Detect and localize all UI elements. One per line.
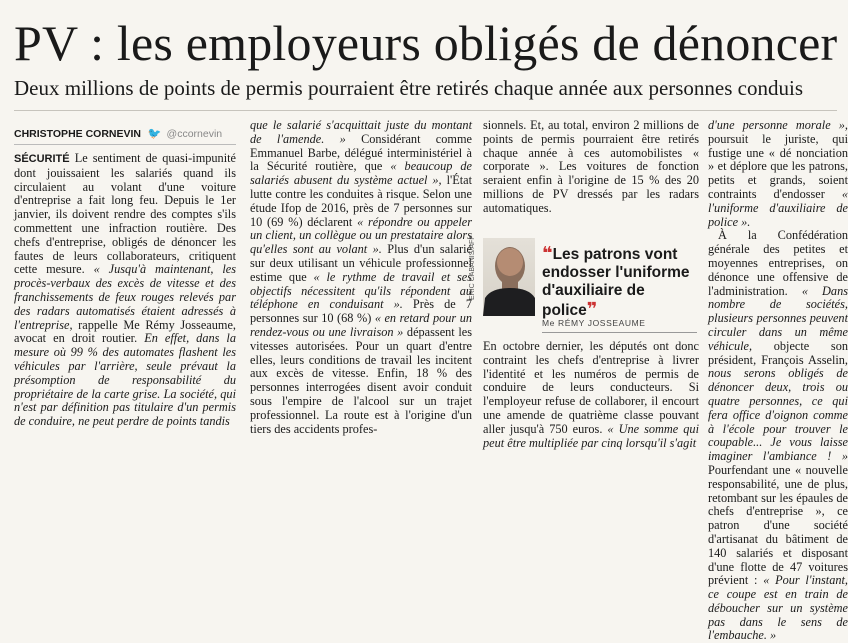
portrait-image <box>483 238 535 316</box>
pull-quote-author: Me RÉMY JOSSEAUME <box>542 318 646 328</box>
pull-quote-text: Les patrons vont endosser l'uniforme d'auxiliaire de police <box>542 246 690 319</box>
photo-credit: ERIC CABANIS/AFP <box>469 235 476 300</box>
portrait-photo <box>483 238 535 316</box>
article-column-1: SÉCURITÉ Le sentiment de quasi-impunité dont jouissaient les salariés quand ils circulaient au volant d'une voiture d'entreprise a fait long feu. Depuis le 1er janvier, ils doivent rendre des comptes s'ils commettent une infraction routière. Des chefs d'entreprise, obligés de dénoncer les fautes de leurs collaborateurs, critiquent cette mesure. « Jusqu'à maintenant, les procès-verbaux des excès de vitesse et des franchissements de feux rouges relevés par des radars automatisés étaient adressés à l'entreprise, rappelle Me Rémy Josseaume, avocat en droit routier. En effet, dans la mesure où 99 % des automates flashent les véhicules par l'arrière, seule prévaut la présomption de responsabilité du propriétaire de la carte grise. La société, qui n'est par définition pas titulaire d'un permis de conduire, ne peut perdre de points tandis <box>14 151 236 429</box>
subheadline: Deux millions de points de permis pourraient être retirés chaque année aux personnes conduis <box>14 76 804 100</box>
article-column-4: d'une personne morale », poursuit le juriste, qui fustige une « dé nonciation » et déplore que les patrons, petits et grands, soient contraints d'endosser « l'uniforme d'auxiliaire de police ». À la Confédération générale des petites et moyennes entreprises, on dénonce une offensive de l'administration. « Dans nombre de sociétés, plusieurs personnes peuvent circuler dans un même véhicule, objecte son président, François Asselin, nous serons obligés de dénoncer deux, trois ou quatre personnes, ce qui fera office d'oignon comme à l'école pour trouver le coupable... Je vous laisse imaginer l'ambiance ! » Pourfendant une « nouvelle responsabilité, une de plus, retombant sur les épaules de chefs d'entreprise », ce patron d'une société d'artisanat du bâtiment de 140 salariés et disposant d'une flotte de 47 voitures prévient : « Pour l'instant, ce coupe est en train de déboucher sur un système pas dans le sens de l'embauche. » <box>708 118 848 643</box>
twitter-handle[interactable]: @ccornevin <box>166 128 223 140</box>
byline <box>14 127 222 140</box>
pull-quote-divider <box>542 332 697 333</box>
article-column-2: que le salarié s'acquittait juste du montant de l'amende. » Considérant comme Emmanuel Barbe, délégué interministériel à la Sécurité routière, que « beaucoup de salariés abusent du système actuel », l'État lutte contre les conduites à risque. Selon une étude Ifop de 2016, près de 7 personnes sur 10 (69 %) déclarent « répondre ou appeler un client, un collègue ou un prestataire alors qu'elles sont au volant ». Plus d'un salarié sur deux utilisant un véhicule professionnel estime que « le rythme de travail et ses objectifs nécessitent qu'ils répondent au téléphone en conduisant ». Près de 7 personnes sur 10 (68 %) « en retard pour un rendez-vous ou une livraison » dépassent les vitesses autorisées. Pour un quart d'entre elles, leurs conditions de travail les incitent aux excès de vitesse. Enfin, 18 % des personnes interrogées disent avoir conduit sous l'empire de l'alcool sur un trajet professionnel. La route est à l'origine d'un tiers des accidents profes- <box>250 118 473 436</box>
headline: PV : les employeurs obligés de dénoncer <box>14 15 838 71</box>
lead-word: SÉCURITÉ <box>14 153 70 165</box>
close-quote-icon: ❞ <box>586 299 598 319</box>
twitter-bird-icon: 🐦 <box>147 128 162 140</box>
article-column-3-bottom: En octobre dernier, les députés ont donc contraint les chefs d'entreprise à livrer l'identité et les numéros de permis de conduire de leurs conducteurs. Si l'employeur refuse de collaborer, il encourt une amende de quatrième classe pouvant aller jusqu'à 750 euros. « Une somme qui peut être multipliée par cinq lorsqu'il s'agit <box>483 339 699 450</box>
pull-quote <box>542 244 702 320</box>
header-divider <box>14 110 837 111</box>
article-column-3-top: sionnels. Et, au total, environ 2 millions de points de permis pourraient être retirés chaque année à ces automobilistes « corporate ». Les voitures de fonction seraient enfin à l'origine de 15 % des 20 millions de PV dressés par les radars automatiques. <box>483 118 699 215</box>
author-name: CHRISTOPHE CORNEVIN <box>14 128 141 140</box>
open-quote-icon: ❝ <box>542 243 553 263</box>
byline-divider <box>14 144 236 145</box>
